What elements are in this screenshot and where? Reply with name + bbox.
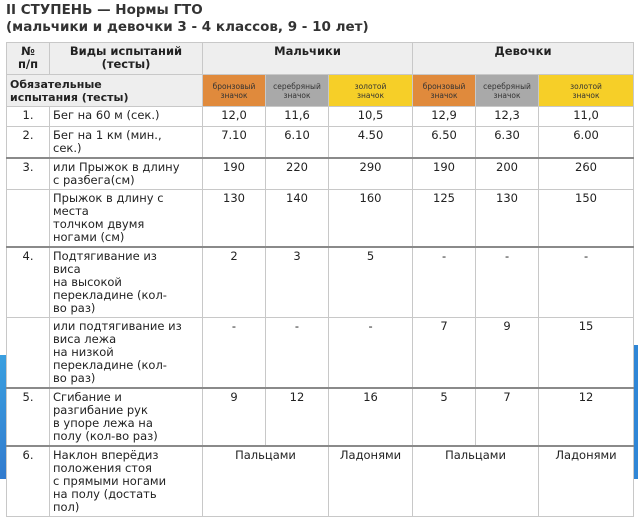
row-number: 6. — [7, 446, 50, 517]
row-number — [7, 190, 50, 248]
row-number: 2. — [7, 127, 50, 159]
test-name — [50, 127, 203, 159]
test-name-line: виса лежа — [53, 332, 117, 346]
test-name-line: Наклон вперёдиз — [53, 448, 159, 462]
girls-bronze-value: 125 — [413, 190, 476, 248]
test-name — [50, 318, 203, 389]
test-name-line: на высокой — [53, 275, 122, 289]
boys-silver-value: 140 — [266, 190, 329, 248]
header-num-line-1: № — [21, 44, 35, 58]
badge-label: значок — [493, 90, 521, 100]
girls-gold-badge — [539, 75, 634, 107]
table-row — [7, 247, 634, 318]
test-name-line: толчком двумя — [53, 217, 145, 231]
table-row — [7, 127, 634, 159]
boys-gold-value: 290 — [329, 158, 413, 190]
boys-bronze-value: 2 — [203, 247, 266, 318]
boys-silver-value: - — [266, 318, 329, 389]
badge-label: значок — [356, 90, 385, 100]
row-number: 5. — [7, 388, 50, 446]
boys-silver-value: 6.10 — [266, 127, 329, 159]
boys-gold-value: 10,5 — [329, 107, 413, 127]
test-name-line: или подтягивание из — [53, 319, 182, 333]
test-name-line: виса — [53, 262, 81, 276]
norms-table — [6, 42, 634, 517]
girls-bronze-value: - — [413, 247, 476, 318]
test-name-line: перекладине (кол- — [53, 358, 167, 372]
test-name-line: места — [53, 204, 89, 218]
boys-silver-value: 12 — [266, 388, 329, 446]
row-number: 1. — [7, 107, 50, 127]
row-number: 4. — [7, 247, 50, 318]
badge-label: бронзовый — [422, 81, 466, 91]
girls-bronze-value: 7 — [413, 318, 476, 389]
badge-label: бронзовый — [212, 81, 256, 91]
mandatory-label-line-1: Обязательные — [10, 77, 102, 91]
boys-gold-value: 16 — [329, 388, 413, 446]
girls-bronze-value: 190 — [413, 158, 476, 190]
boys-bronze-value: 12,0 — [203, 107, 266, 127]
table-row — [7, 446, 634, 517]
boys-bronze-silver-value: Пальцами — [203, 446, 329, 517]
boys-bronze-value: - — [203, 318, 266, 389]
test-name — [50, 446, 203, 517]
test-name-line: перекладине (кол- — [53, 288, 167, 302]
girls-silver-value: 6.30 — [476, 127, 539, 159]
girls-silver-value: 9 — [476, 318, 539, 389]
girls-gold-value: 150 — [539, 190, 634, 248]
boys-silver-badge — [266, 75, 329, 107]
girls-gold-value: 11,0 — [539, 107, 634, 127]
badge-label: значок — [430, 90, 458, 100]
test-name — [50, 190, 203, 248]
girls-bronze-value: 12,9 — [413, 107, 476, 127]
boys-gold-value: Ладонями — [329, 446, 413, 517]
test-name-line: с прямыми ногами — [53, 474, 167, 488]
page-title — [6, 2, 626, 36]
boys-bronze-value: 130 — [203, 190, 266, 248]
test-name-line: Подтягивание из — [53, 249, 157, 263]
table-row — [7, 190, 634, 248]
header-boys: Мальчики — [203, 43, 413, 75]
badge-label: золотой — [354, 81, 387, 91]
test-name-line: Сгибание и — [53, 390, 122, 404]
test-name — [50, 158, 203, 190]
boys-gold-value: 4.50 — [329, 127, 413, 159]
test-name-line: во раз) — [53, 371, 96, 385]
girls-silver-value: 7 — [476, 388, 539, 446]
girls-bronze-badge — [413, 75, 476, 107]
test-name-line: положения стоя — [53, 461, 152, 475]
header-num — [7, 43, 50, 75]
girls-bronze-value: 5 — [413, 388, 476, 446]
title-line-2: (мальчики и девочки 3 - 4 классов, 9 - 10 лет) — [6, 19, 369, 35]
girls-gold-value: 12 — [539, 388, 634, 446]
girls-gold-value: 260 — [539, 158, 634, 190]
badge-label: серебряный — [483, 81, 531, 91]
mandatory-label-line-2: испытания (тесты) — [10, 90, 129, 104]
test-name-line: на низкой — [53, 345, 114, 359]
boys-silver-value: 220 — [266, 158, 329, 190]
boys-bronze-value: 9 — [203, 388, 266, 446]
row-number — [7, 318, 50, 389]
test-name-line: или Прыжок в длину — [53, 160, 180, 174]
table-row — [7, 388, 634, 446]
boys-gold-badge — [329, 75, 413, 107]
test-name — [50, 247, 203, 318]
table-row — [7, 158, 634, 190]
boys-bronze-value: 190 — [203, 158, 266, 190]
header-tests-line-2: (тесты) — [101, 57, 151, 71]
header-tests — [50, 43, 203, 75]
girls-silver-value: - — [476, 247, 539, 318]
title-line-1: II СТУПЕНЬ — Нормы ГТО — [6, 2, 203, 18]
girls-silver-value: 12,3 — [476, 107, 539, 127]
test-name — [50, 107, 203, 127]
girls-silver-badge — [476, 75, 539, 107]
girls-gold-value: 15 — [539, 318, 634, 389]
girls-gold-value: 6.00 — [539, 127, 634, 159]
badge-label: значок — [572, 90, 600, 100]
boys-gold-value: 5 — [329, 247, 413, 318]
boys-bronze-value: 7.10 — [203, 127, 266, 159]
boys-gold-value: 160 — [329, 190, 413, 248]
table-row — [7, 318, 634, 389]
header-row — [7, 43, 634, 75]
badge-label: золотой — [570, 81, 602, 91]
header-girls: Девочки — [413, 43, 634, 75]
subheader-row — [7, 75, 634, 107]
test-name-line: на полу (достать — [53, 487, 157, 501]
boys-gold-value: - — [329, 318, 413, 389]
girls-silver-value: 200 — [476, 158, 539, 190]
test-name-line: ногами (см) — [53, 230, 125, 244]
girls-bronze-silver-value: Пальцами — [413, 446, 539, 517]
test-name-line: Бег на 60 м (сек.) — [53, 108, 160, 122]
test-name-line: сек.) — [53, 141, 82, 155]
boys-bronze-badge — [203, 75, 266, 107]
test-name-line: Бег на 1 км (мин., — [53, 128, 162, 142]
mandatory-label — [7, 75, 203, 107]
test-name-line: пол) — [53, 500, 80, 514]
girls-gold-value: Ладонями — [539, 446, 634, 517]
badge-label: значок — [220, 90, 248, 100]
test-name-line: Прыжок в длину с — [53, 191, 164, 205]
girls-silver-value: 130 — [476, 190, 539, 248]
header-num-line-2: п/п — [17, 57, 39, 71]
girls-bronze-value: 6.50 — [413, 127, 476, 159]
badge-label: серебряный — [273, 81, 321, 91]
header-tests-line-1: Виды испытаний — [69, 44, 183, 58]
test-name — [50, 388, 203, 446]
test-name-line: во раз) — [53, 301, 96, 315]
boys-silver-value: 3 — [266, 247, 329, 318]
test-name-line: с разбега(см) — [53, 173, 135, 187]
row-number: 3. — [7, 158, 50, 190]
badge-label: значок — [283, 90, 311, 100]
boys-silver-value: 11,6 — [266, 107, 329, 127]
table-row — [7, 107, 634, 127]
test-name-line: в упоре лежа на — [53, 416, 153, 430]
test-name-line: полу (кол-во раз) — [53, 429, 158, 443]
test-name-line: разгибание рук — [53, 403, 148, 417]
girls-gold-value: - — [539, 247, 634, 318]
